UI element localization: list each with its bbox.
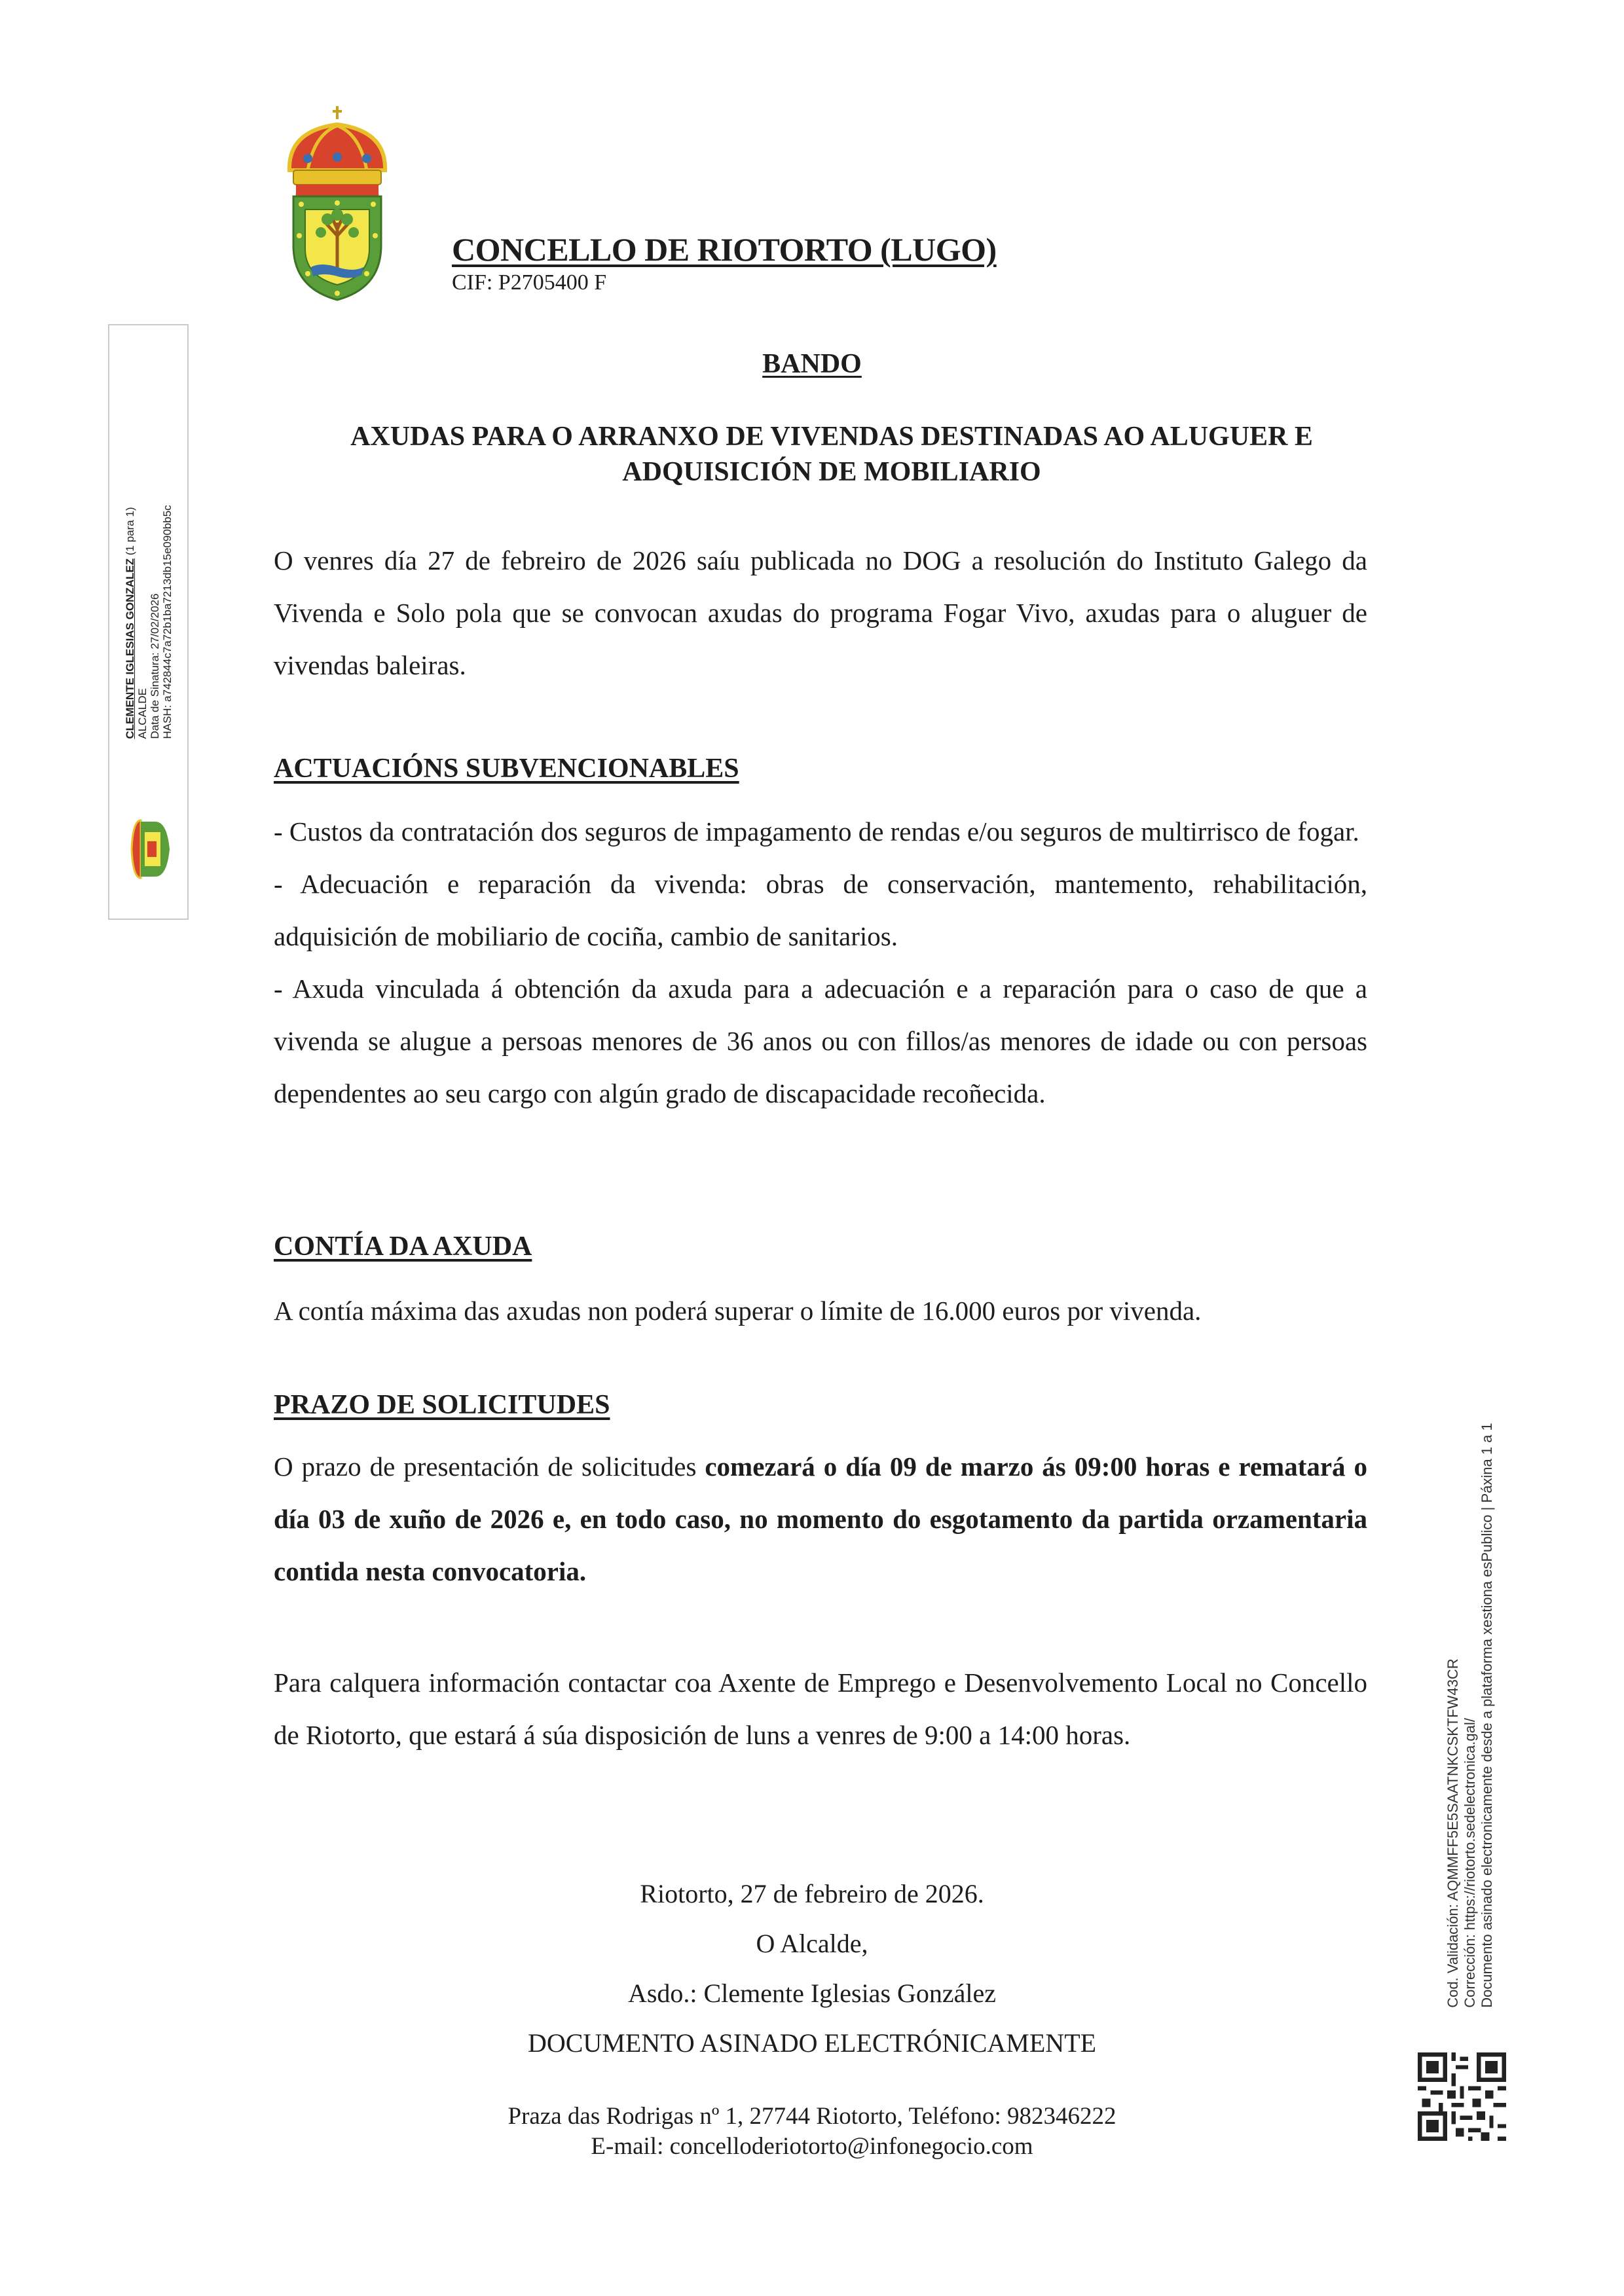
intro-paragraph: O venres día 27 de febreiro de 2026 saíu publicada no DOG a resolución do Instituto Galego da Vivenda e Solo pola que se convocan axudas do programa Fogar Vivo, axudas para o aluguer de vivendas baleiras. (274, 545, 1367, 680)
prazo-dates: comezará o día 09 de marzo ás 09:00 horas e rematará o día 03 de xuño de 2026 e, en todo caso, no momento do esgotamento da partida orzamentaria contida nesta convocatoria. (274, 1451, 1368, 1586)
validation-platform: Documento asinado electronicamente desde a plataforma xestiona esPublico | Páxina 1 a 1 (1479, 1423, 1495, 2008)
signer-role: O Alcalde, (756, 1929, 868, 1958)
prazo-text: O prazo de presentación de solicitudes (274, 1451, 705, 1482)
document-title-line-1: AXUDAS PARA O ARRANXO DE VIVENDAS DESTINADAS AO ALUGUER E (350, 422, 1313, 452)
stamp-date: Data de Sinatura: 27/02/2026 (148, 593, 161, 739)
place-date: Riotorto, 27 de febreiro de 2026. (640, 1879, 984, 1908)
validation-block (1428, 1401, 1513, 2030)
e-signed-notice: DOCUMENTO ASINADO ELECTRÓNICAMENTE (527, 2028, 1097, 2058)
footer-email: E-mail: concelloderiotorto@infonegocio.com (591, 2133, 1033, 2160)
document-title (275, 419, 1388, 490)
org-name: CONCELLO DE RIOTORTO (LUGO) (452, 231, 997, 268)
actuacions-list (274, 805, 1367, 1120)
document-type: BANDO (762, 349, 862, 379)
stamp-hash: HASH: a742844c7a72b1ba7213db15e090bb5c (160, 505, 174, 739)
signature-stamp-text (124, 505, 174, 738)
list-item: - Adecuación e reparación da vivenda: obras de conservación, mantemento, rehabilitación, adquisición de mobiliario de cociña, cambio de sanitarios. (274, 869, 1367, 951)
section-heading-prazo: PRAZO DE SOLICITUDES (274, 1390, 610, 1420)
list-item: - Axuda vinculada á obtención da axuda para a adecuación e a reparación para o caso de que a vivenda se alugue a persoas menores de 36 anos ou con fillos/as menores de idade ou con persoas dependentes ao seu cargo con algún grado de discapacidade recoñecida. (274, 974, 1367, 1108)
contact-paragraph: Para calquera información contactar coa Axente de Emprego e Desenvolvemento Local no Concello de Riotorto, que estará á súa disposición de luns a venres de 9:00 a 14:00 horas. (274, 1667, 1367, 1750)
org-cif: CIF: P2705400 F (452, 270, 607, 295)
stamp-signer: CLEMENTE IGLESIAS GONZALEZ (123, 558, 136, 739)
contia-paragraph: A contía máxima das axudas non poderá superar o límite de 16.000 euros por vivenda. (274, 1296, 1202, 1326)
list-item: - Custos da contratación dos seguros de impagamento de rendas e/ou seguros de multirrisco de fogar. (274, 816, 1359, 847)
validation-code: Cod. Validación: AQMMFF5E5SAATNKCSKTFW43CR (1445, 1658, 1461, 2008)
stamp-role: ALCALDE (136, 688, 149, 739)
signer-name: Asdo.: Clemente Iglesias González (627, 1978, 997, 2008)
coat-of-arms-icon (282, 105, 393, 301)
validation-url[interactable]: Corrección: https://riotorto.sedelectronica.gal/ (1462, 1718, 1478, 2008)
document-title-line-2: ADQUISICIÓN DE MOBILIARIO (622, 457, 1041, 487)
signoff-block (0, 1869, 1624, 2068)
footer (0, 2102, 1624, 2162)
prazo-paragraph (274, 1440, 1367, 1597)
stamp-coat-of-arms-icon (128, 810, 170, 888)
section-heading-contia: CONTÍA DA AXUDA (274, 1231, 532, 1262)
stamp-signer-suffix: (1 para 1) (123, 507, 136, 558)
qr-code-icon[interactable] (1418, 2052, 1506, 2141)
validation-text (1445, 1423, 1496, 2008)
section-heading-actuacions: ACTUACIÓNS SUBVENCIONABLES (274, 754, 739, 784)
footer-address: Praza das Rodrigas nº 1, 27744 Riotorto, Teléfono: 982346222 (507, 2103, 1116, 2130)
signature-stamp (108, 324, 189, 920)
